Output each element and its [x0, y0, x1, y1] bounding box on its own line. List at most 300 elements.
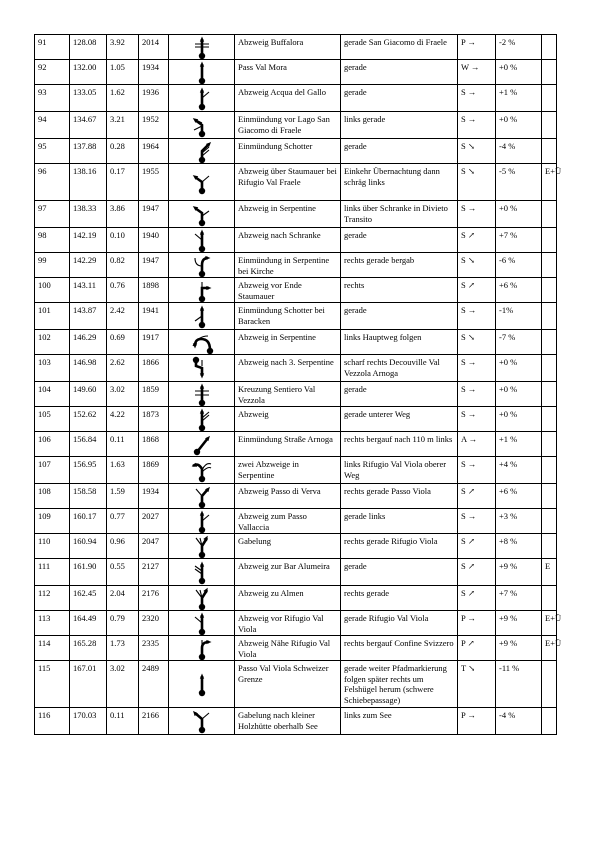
segment-distance: 3.86: [107, 201, 139, 228]
route-icon: [169, 432, 235, 457]
route-icon: [169, 636, 235, 661]
surface-and-heading: S ↘: [458, 139, 496, 164]
segment-distance: 0.77: [107, 509, 139, 534]
altitude: 2335: [139, 636, 169, 661]
table-row: [35, 278, 557, 303]
route-junction-icon: [190, 253, 214, 277]
service-note: [542, 201, 557, 228]
kilometer: 162.45: [70, 586, 107, 611]
segment-distance: 1.62: [107, 85, 139, 112]
route-icon: [169, 611, 235, 636]
surface-and-heading: S ↗: [458, 586, 496, 611]
segment-distance: 0.11: [107, 708, 139, 735]
service-note: [542, 586, 557, 611]
row-number: 102: [35, 330, 70, 355]
table-row: [35, 330, 557, 355]
kilometer: 133.05: [70, 85, 107, 112]
route-icon: [169, 278, 235, 303]
service-note: [542, 355, 557, 382]
slope-percent: +6 %: [496, 484, 542, 509]
segment-distance: 0.96: [107, 534, 139, 559]
altitude: 2176: [139, 586, 169, 611]
waypoint-description: Abzweig Passo di Verva: [235, 484, 341, 509]
service-note: [542, 112, 557, 139]
row-number: 103: [35, 355, 70, 382]
waypoint-description: Abzweig Acqua del Gallo: [235, 85, 341, 112]
surface-and-heading: T ↘: [458, 661, 496, 708]
route-junction-icon: [190, 202, 214, 226]
direction-instruction: rechts: [341, 278, 458, 303]
segment-distance: 1.63: [107, 457, 139, 484]
direction-instruction: gerade: [341, 85, 458, 112]
route-junction-icon: [190, 484, 214, 508]
route-table: [34, 34, 562, 735]
route-junction-icon: [190, 407, 214, 431]
kilometer: 134.67: [70, 112, 107, 139]
kilometer: 137.88: [70, 139, 107, 164]
table-row: [35, 35, 557, 60]
route-junction-icon: [190, 60, 214, 84]
waypoint-description: Abzweig über Staumauer bei Rifugio Val Fraele: [235, 164, 341, 201]
slope-percent: +9 %: [496, 636, 542, 661]
altitude: 2127: [139, 559, 169, 586]
route-junction-icon: [190, 382, 214, 406]
slope-percent: +8 %: [496, 534, 542, 559]
row-number: 93: [35, 85, 70, 112]
table-row: [35, 611, 557, 636]
row-number: 97: [35, 201, 70, 228]
table-row: [35, 708, 557, 735]
kilometer: 152.62: [70, 407, 107, 432]
kilometer: 146.29: [70, 330, 107, 355]
segment-distance: 1.05: [107, 60, 139, 85]
route-junction-icon: [190, 170, 214, 194]
surface-and-heading: P →: [458, 35, 496, 60]
surface-and-heading: P →: [458, 708, 496, 735]
slope-percent: +3 %: [496, 509, 542, 534]
direction-instruction: Einkehr Übernachtung dann schräg links: [341, 164, 458, 201]
waypoint-description: Abzweig zu Almen: [235, 586, 341, 611]
slope-percent: +0 %: [496, 60, 542, 85]
slope-percent: -1%: [496, 303, 542, 330]
direction-instruction: links gerade: [341, 112, 458, 139]
route-junction-icon: [190, 304, 214, 328]
waypoint-description: Abzweig zur Bar Alumeira: [235, 559, 341, 586]
slope-percent: +9 %: [496, 559, 542, 586]
table-row: [35, 355, 557, 382]
kilometer: 161.90: [70, 559, 107, 586]
segment-distance: 0.69: [107, 330, 139, 355]
slope-percent: +6 %: [496, 278, 542, 303]
waypoint-description: Passo Val Viola Schweizer Grenze: [235, 661, 341, 708]
row-number: 116: [35, 708, 70, 735]
route-icon: [169, 139, 235, 164]
route-junction-icon: [190, 278, 214, 302]
table-row: [35, 60, 557, 85]
table-row: [35, 164, 557, 201]
surface-and-heading: S →: [458, 355, 496, 382]
slope-percent: -7 %: [496, 330, 542, 355]
altitude: 2014: [139, 35, 169, 60]
service-note: E+Ü: [542, 164, 557, 201]
route-junction-icon: [190, 636, 214, 660]
segment-distance: 3.92: [107, 35, 139, 60]
surface-and-heading: P ↗: [458, 636, 496, 661]
table-row: [35, 534, 557, 559]
route-junction-icon: [190, 458, 214, 482]
route-icon: [169, 484, 235, 509]
route-junction-icon: [190, 432, 214, 456]
slope-percent: +4 %: [496, 457, 542, 484]
service-note: [542, 457, 557, 484]
slope-percent: +0 %: [496, 382, 542, 407]
route-junction-icon: [190, 509, 214, 533]
waypoint-description: Einmündung Schotter bei Baracken: [235, 303, 341, 330]
service-note: [542, 60, 557, 85]
table-row: [35, 253, 557, 278]
route-icon: [169, 661, 235, 708]
row-number: 101: [35, 303, 70, 330]
service-note: [542, 278, 557, 303]
segment-distance: 0.55: [107, 559, 139, 586]
waypoint-description: Abzweig Nähe Rifugio Val Viola: [235, 636, 341, 661]
slope-percent: +0 %: [496, 112, 542, 139]
segment-distance: 0.79: [107, 611, 139, 636]
route-junction-icon: [190, 672, 214, 696]
route-junction-icon: [190, 139, 214, 163]
altitude: 2489: [139, 661, 169, 708]
altitude: 2166: [139, 708, 169, 735]
table-row: [35, 457, 557, 484]
surface-and-heading: S ↘: [458, 253, 496, 278]
direction-instruction: gerade: [341, 303, 458, 330]
surface-and-heading: W →: [458, 60, 496, 85]
segment-distance: 0.82: [107, 253, 139, 278]
altitude: 1917: [139, 330, 169, 355]
direction-instruction: gerade: [341, 60, 458, 85]
row-number: 112: [35, 586, 70, 611]
route-icon: [169, 586, 235, 611]
route-junction-icon: [190, 330, 214, 354]
route-junction-icon: [190, 560, 214, 584]
direction-instruction: gerade: [341, 228, 458, 253]
service-note: [542, 534, 557, 559]
table-row: [35, 636, 557, 661]
service-note: [542, 432, 557, 457]
kilometer: 167.01: [70, 661, 107, 708]
table-row: [35, 382, 557, 407]
service-note: [542, 407, 557, 432]
segment-distance: 0.76: [107, 278, 139, 303]
service-note: [542, 303, 557, 330]
row-number: 115: [35, 661, 70, 708]
segment-distance: 1.73: [107, 636, 139, 661]
altitude: 1955: [139, 164, 169, 201]
route-icon: [169, 382, 235, 407]
slope-percent: -11 %: [496, 661, 542, 708]
altitude: 1934: [139, 484, 169, 509]
route-icon: [169, 330, 235, 355]
waypoint-description: Einmündung Straße Arnoga: [235, 432, 341, 457]
direction-instruction: gerade weiter Pfadmarkierung folgen später rechts um Felshügel herum (schwere Schiebepassage): [341, 661, 458, 708]
altitude: 1859: [139, 382, 169, 407]
route-junction-icon: [190, 534, 214, 558]
slope-percent: -5 %: [496, 164, 542, 201]
segment-distance: 1.59: [107, 484, 139, 509]
service-note: [542, 253, 557, 278]
row-number: 100: [35, 278, 70, 303]
row-number: 108: [35, 484, 70, 509]
direction-instruction: links Rifugio Val Viola oberer Weg: [341, 457, 458, 484]
direction-instruction: links Hauptweg folgen: [341, 330, 458, 355]
row-number: 96: [35, 164, 70, 201]
waypoint-description: Abzweig nach Schranke: [235, 228, 341, 253]
direction-instruction: rechts gerade Rifugio Viola: [341, 534, 458, 559]
waypoint-description: Abzweig zum Passo Vallaccia: [235, 509, 341, 534]
waypoint-description: zwei Abzweige in Serpentine: [235, 457, 341, 484]
slope-percent: +0 %: [496, 355, 542, 382]
kilometer: 156.95: [70, 457, 107, 484]
table-row: [35, 85, 557, 112]
table-row: [35, 559, 557, 586]
row-number: 99: [35, 253, 70, 278]
row-number: 98: [35, 228, 70, 253]
route-junction-icon: [190, 113, 214, 137]
row-number: 111: [35, 559, 70, 586]
row-number: 92: [35, 60, 70, 85]
service-note: [542, 382, 557, 407]
route-icon: [169, 303, 235, 330]
kilometer: 160.17: [70, 509, 107, 534]
segment-distance: 0.28: [107, 139, 139, 164]
slope-percent: +0 %: [496, 407, 542, 432]
altitude: 2047: [139, 534, 169, 559]
altitude: 1947: [139, 253, 169, 278]
kilometer: 128.08: [70, 35, 107, 60]
waypoint-description: Einmündung vor Lago San Giacomo di Fraele: [235, 112, 341, 139]
direction-instruction: rechts gerade bergab: [341, 253, 458, 278]
kilometer: 149.60: [70, 382, 107, 407]
altitude: 1873: [139, 407, 169, 432]
direction-instruction: rechts bergauf Confine Svizzero: [341, 636, 458, 661]
waypoint-description: Abzweig in Serpentine: [235, 330, 341, 355]
route-junction-icon: [190, 611, 214, 635]
kilometer: 138.33: [70, 201, 107, 228]
kilometer: 143.11: [70, 278, 107, 303]
route-junction-icon: [190, 586, 214, 610]
service-note: [542, 139, 557, 164]
altitude: 1898: [139, 278, 169, 303]
segment-distance: 2.62: [107, 355, 139, 382]
route-icon: [169, 228, 235, 253]
surface-and-heading: S →: [458, 509, 496, 534]
table-row: [35, 484, 557, 509]
altitude: 1866: [139, 355, 169, 382]
row-number: 109: [35, 509, 70, 534]
route-icon: [169, 164, 235, 201]
surface-and-heading: S ↗: [458, 278, 496, 303]
direction-instruction: gerade unterer Weg: [341, 407, 458, 432]
row-number: 94: [35, 112, 70, 139]
slope-percent: +1 %: [496, 432, 542, 457]
service-note: [542, 85, 557, 112]
route-icon: [169, 708, 235, 735]
table-row: [35, 112, 557, 139]
segment-distance: 2.42: [107, 303, 139, 330]
altitude: 2320: [139, 611, 169, 636]
segment-distance: 3.02: [107, 661, 139, 708]
slope-percent: +9 %: [496, 611, 542, 636]
segment-distance: 3.02: [107, 382, 139, 407]
surface-and-heading: A →: [458, 432, 496, 457]
segment-distance: 2.04: [107, 586, 139, 611]
kilometer: 146.98: [70, 355, 107, 382]
slope-percent: -6 %: [496, 253, 542, 278]
row-number: 91: [35, 35, 70, 60]
route-icon: [169, 201, 235, 228]
kilometer: 164.49: [70, 611, 107, 636]
altitude: 1936: [139, 85, 169, 112]
service-note: [542, 509, 557, 534]
direction-instruction: scharf rechts Decouville Val Vezzola Arnoga: [341, 355, 458, 382]
service-note: E: [542, 559, 557, 586]
surface-and-heading: S ↗: [458, 534, 496, 559]
altitude: 1868: [139, 432, 169, 457]
route-icon: [169, 60, 235, 85]
waypoint-description: Kreuzung Sentiero Val Vezzola: [235, 382, 341, 407]
direction-instruction: gerade San Giacomo di Fraele: [341, 35, 458, 60]
slope-percent: -4 %: [496, 139, 542, 164]
table-row: [35, 407, 557, 432]
altitude: 1952: [139, 112, 169, 139]
surface-and-heading: S →: [458, 457, 496, 484]
slope-percent: +1 %: [496, 85, 542, 112]
segment-distance: 0.17: [107, 164, 139, 201]
kilometer: 156.84: [70, 432, 107, 457]
direction-instruction: rechts gerade: [341, 586, 458, 611]
route-junction-icon: [190, 709, 214, 733]
direction-instruction: gerade Rifugio Val Viola: [341, 611, 458, 636]
direction-instruction: gerade links: [341, 509, 458, 534]
surface-and-heading: S ↗: [458, 228, 496, 253]
row-number: 104: [35, 382, 70, 407]
table-row: [35, 228, 557, 253]
route-icon: [169, 534, 235, 559]
route-junction-icon: [190, 228, 214, 252]
route-icon: [169, 457, 235, 484]
row-number: 107: [35, 457, 70, 484]
service-note: [542, 708, 557, 735]
surface-and-heading: S ↘: [458, 164, 496, 201]
segment-distance: 4.22: [107, 407, 139, 432]
service-note: E+Ü: [542, 611, 557, 636]
row-number: 114: [35, 636, 70, 661]
table-row: [35, 303, 557, 330]
segment-distance: 0.10: [107, 228, 139, 253]
waypoint-description: Einmündung in Serpentine bei Kirche: [235, 253, 341, 278]
direction-instruction: gerade: [341, 139, 458, 164]
surface-and-heading: S ↘: [458, 330, 496, 355]
kilometer: 142.19: [70, 228, 107, 253]
route-junction-icon: [190, 35, 214, 59]
altitude: 1941: [139, 303, 169, 330]
waypoint-description: Abzweig vor Rifugio Val Viola: [235, 611, 341, 636]
route-icon: [169, 355, 235, 382]
route-junction-icon: [190, 356, 214, 380]
slope-percent: -4 %: [496, 708, 542, 735]
waypoint-description: Gabelung nach kleiner Holzhütte oberhalb See: [235, 708, 341, 735]
direction-instruction: links zum See: [341, 708, 458, 735]
direction-instruction: gerade: [341, 382, 458, 407]
service-note: [542, 228, 557, 253]
slope-percent: +7 %: [496, 228, 542, 253]
direction-instruction: links über Schranke in Divieto Transito: [341, 201, 458, 228]
altitude: 1869: [139, 457, 169, 484]
surface-and-heading: S →: [458, 407, 496, 432]
direction-instruction: rechts gerade Passo Viola: [341, 484, 458, 509]
table-row: [35, 201, 557, 228]
surface-and-heading: S →: [458, 201, 496, 228]
service-note: [542, 35, 557, 60]
kilometer: 158.58: [70, 484, 107, 509]
direction-instruction: gerade: [341, 559, 458, 586]
altitude: 1934: [139, 60, 169, 85]
segment-distance: 0.11: [107, 432, 139, 457]
kilometer: 143.87: [70, 303, 107, 330]
table-row: [35, 139, 557, 164]
direction-instruction: rechts bergauf nach 110 m links: [341, 432, 458, 457]
slope-percent: -2 %: [496, 35, 542, 60]
route-icon: [169, 407, 235, 432]
route-junction-icon: [190, 86, 214, 110]
route-icon: [169, 35, 235, 60]
route-icon: [169, 559, 235, 586]
altitude: 1947: [139, 201, 169, 228]
kilometer: 142.29: [70, 253, 107, 278]
row-number: 113: [35, 611, 70, 636]
segment-distance: 3.21: [107, 112, 139, 139]
waypoint-description: Abzweig nach 3. Serpentine: [235, 355, 341, 382]
surface-and-heading: S ↗: [458, 559, 496, 586]
surface-and-heading: S →: [458, 112, 496, 139]
row-number: 95: [35, 139, 70, 164]
route-icon: [169, 85, 235, 112]
service-note: [542, 484, 557, 509]
kilometer: 138.16: [70, 164, 107, 201]
slope-percent: +0 %: [496, 201, 542, 228]
waypoint-description: Abzweig: [235, 407, 341, 432]
surface-and-heading: P →: [458, 611, 496, 636]
table-row: [35, 661, 557, 708]
surface-and-heading: S →: [458, 382, 496, 407]
table-row: [35, 432, 557, 457]
service-note: [542, 330, 557, 355]
service-note: E+Ü: [542, 636, 557, 661]
waypoint-description: Abzweig vor Ende Staumauer: [235, 278, 341, 303]
route-icon: [169, 509, 235, 534]
route-icon: [169, 253, 235, 278]
slope-percent: +7 %: [496, 586, 542, 611]
table-row: [35, 586, 557, 611]
table-row: [35, 509, 557, 534]
surface-and-heading: S ↗: [458, 484, 496, 509]
surface-and-heading: S →: [458, 85, 496, 112]
kilometer: 132.00: [70, 60, 107, 85]
waypoint-description: Abzweig in Serpentine: [235, 201, 341, 228]
altitude: 1940: [139, 228, 169, 253]
surface-and-heading: S →: [458, 303, 496, 330]
kilometer: 160.94: [70, 534, 107, 559]
